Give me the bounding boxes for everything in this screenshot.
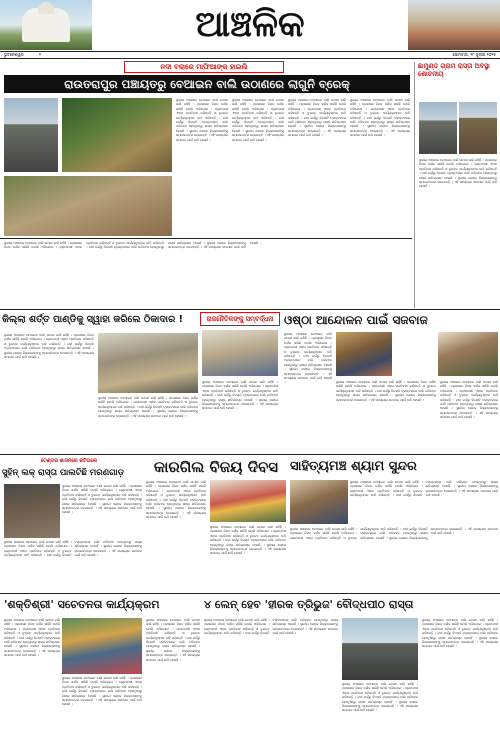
lead-col-2: ସ୍ଥାନୀୟ ଅଞ୍ଚଳରେ ବେଆଇନ ବାଲି ଉଠାଣ ଜାରି ରହିଛି । ପ୍ରଶାସନ ନିରବ ଦର୍ଶକ ସାଜିଛି ବୋଲି ଅଭିଯୋଗ । ଗ୍ରାମବାସୀ ଏହାର ପ୍ରତିବାଦ କରିଛନ୍ତି ଓ ତୁରନ୍ତ କାର୍ଯ୍ୟାନୁଷ୍ଠାନ ଦାବି କରିଛନ୍ତି । ନଦୀ ଗର୍ଭରୁ ଦିନରାତି ଟ୍ରାକ୍ଟରରେ ବାଲି ପରିବହନ ହେଉଥିବାରୁ ରାସ୍ତା କ୍ଷତିଗ୍ରସ୍ତ ହେଉଛି । ସ୍ଥାନୀୟ ଲୋକେ ଜିଲ୍ଲାପାଳଙ୍କୁ ସ୍ମାରକପତ୍ର ଦେଇଛନ୍ତି । ଏହି ସମସ୍ୟାର ସମାଧାନ ପାଇଁ ଦାବି ହେଉଛି । xyxy=(232,98,284,142)
row3-mid-photo xyxy=(210,480,286,522)
row4-right-text-3: ସ୍ଥାନୀୟ ଅଞ୍ଚଳରେ ବେଆଇନ ବାଲି ଉଠାଣ ଜାରି ରହିଛି । ପ୍ରଶାସନ ନିରବ ଦର୍ଶକ ସାଜିଛି ବୋଲି ଅଭିଯୋଗ । ଗ୍ରାମବାସୀ ଏହାର ପ୍ରତିବାଦ କରିଛନ୍ତି ଓ ତୁରନ୍ତ କାର୍ଯ୍ୟାନୁଷ୍ଠାନ ଦାବି କରିଛନ୍ତି । ନଦୀ ଗର୍ଭରୁ ଦିନରାତି ଟ୍ରାକ୍ଟରରେ ବାଲି ପରିବହନ ହେଉଥିବାରୁ ରାସ୍ତା କ୍ଷତିଗ୍ରସ୍ତ ହେଉଛି । ସ୍ଥାନୀୟ ଲୋକେ ଜିଲ୍ଲାପାଳଙ୍କୁ ସ୍ମାରକପତ୍ର ଦେଇଛନ୍ତି । ଏହି ସମସ୍ୟାର ସମାଧାନ ପାଇଁ ଦାବି ହେଉଛି । xyxy=(422,618,498,649)
masthead-title: ଆଞ୍ଚଳିକ xyxy=(195,3,305,45)
row2-right-text-2: ସ୍ଥାନୀୟ ଅଞ୍ଚଳରେ ବେଆଇନ ବାଲି ଉଠାଣ ଜାରି ରହିଛି । ପ୍ରଶାସନ ନିରବ ଦର୍ଶକ ସାଜିଛି ବୋଲି ଅଭିଯୋଗ । ଗ୍ରାମବାସୀ ଏହାର ପ୍ରତିବାଦ କରିଛନ୍ତି ଓ ତୁରନ୍ତ କାର୍ଯ୍ୟାନୁଷ୍ଠାନ ଦାବି କରିଛନ୍ତି । ନଦୀ ଗର୍ଭରୁ ଦିନରାତି ଟ୍ରାକ୍ଟରରେ ବାଲି ପରିବହନ ହେଉଥିବାରୁ ରାସ୍ତା କ୍ଷତିଗ୍ରସ୍ତ ହେଉଛି । ସ୍ଥାନୀୟ ଲୋକେ ଜିଲ୍ଲାପାଳଙ୍କୁ ସ୍ମାରକପତ୍ର ଦେଇଛନ୍ତି । ଏହି ସମସ୍ୟାର ସମାଧାନ ପାଇଁ ଦାବି ହେଉଛି । xyxy=(336,380,436,402)
lead-col-4: ସ୍ଥାନୀୟ ଅଞ୍ଚଳରେ ବେଆଇନ ବାଲି ଉଠାଣ ଜାରି ରହିଛି । ପ୍ରଶାସନ ନିରବ ଦର୍ଶକ ସାଜିଛି ବୋଲି ଅଭିଯୋଗ । ଗ୍ରାମବାସୀ ଏହାର ପ୍ରତିବାଦ କରିଛନ୍ତି ଓ ତୁରନ୍ତ କାର୍ଯ୍ୟାନୁଷ୍ଠାନ ଦାବି କରିଛନ୍ତି । ନଦୀ ଗର୍ଭରୁ ଦିନରାତି ଟ୍ରାକ୍ଟରରେ ବାଲି ପରିବହନ ହେଉଥିବାରୁ ରାସ୍ତା କ୍ଷତିଗ୍ରସ୍ତ ହେଉଛି । ସ୍ଥାନୀୟ ଲୋକେ ଜିଲ୍ଲାପାଳଙ୍କୁ ସ୍ମାରକପତ୍ର ଦେଇଛନ୍ତି । ଏହି ସମସ୍ୟାର ସମାଧାନ ପାଇଁ ଦାବି ହେଉଛି । xyxy=(350,98,410,138)
right-story-text: ସ୍ଥାନୀୟ ଅଞ୍ଚଳରେ ବେଆଇନ ବାଲି ଉଠାଣ ଜାରି ରହିଛି । ପ୍ରଶାସନ ନିରବ ଦର୍ଶକ ସାଜିଛି ବୋଲି ଅଭିଯୋଗ । ଗ୍ରାମବାସୀ ଏହାର ପ୍ରତିବାଦ କରିଛନ୍ତି ଓ ତୁରନ୍ତ କାର୍ଯ୍ୟାନୁଷ୍ଠାନ ଦାବି କରିଛନ୍ତି । ନଦୀ ଗର୍ଭରୁ ଦିନରାତି ଟ୍ରାକ୍ଟରରେ ବାଲି ପରିବହନ ହେଉଥିବାରୁ ରାସ୍ତା କ୍ଷତିଗ୍ରସ୍ତ ହେଉଛି । ସ୍ଥାନୀୟ ଲୋକେ ଜିଲ୍ଲାପାଳଙ୍କୁ ସ୍ମାରକପତ୍ର ଦେଇଛନ୍ତି । ଏହି ସମସ୍ୟାର ସମାଧାନ ପାଇଁ ଦାବି ହେଉଛି । xyxy=(419,158,497,189)
page-label-text: ଭୁବନେଶ୍ୱର xyxy=(4,52,24,57)
row3-right-headline: ସାହିତ୍ୟମଞ୍ଚ ଶ୍ୟାମ ସୁନ୍ଦର xyxy=(290,459,417,474)
masthead xyxy=(0,0,500,58)
divider-3 xyxy=(0,454,500,455)
row2-right-photo-2 xyxy=(438,332,498,376)
row2-left-headline: କିଲ୍ଲା ଶର୍ତ୍ତ ପାଣ୍ଡିକୁ ସ୍ୱାହା କରିଲେ ଠିକାଦାର ! xyxy=(2,314,183,325)
lead-col-3: ସ୍ଥାନୀୟ ଅଞ୍ଚଳରେ ବେଆଇନ ବାଲି ଉଠାଣ ଜାରି ରହିଛି । ପ୍ରଶାସନ ନିରବ ଦର୍ଶକ ସାଜିଛି ବୋଲି ଅଭିଯୋଗ । ଗ୍ରାମବାସୀ ଏହାର ପ୍ରତିବାଦ କରିଛନ୍ତି ଓ ତୁରନ୍ତ କାର୍ଯ୍ୟାନୁଷ୍ଠାନ ଦାବି କରିଛନ୍ତି । ନଦୀ ଗର୍ଭରୁ ଦିନରାତି ଟ୍ରାକ୍ଟରରେ ବାଲି ପରିବହନ ହେଉଥିବାରୁ ରାସ୍ତା କ୍ଷତିଗ୍ରସ୍ତ ହେଉଛି । ସ୍ଥାନୀୟ ଲୋକେ ଜିଲ୍ଲାପାଳଙ୍କୁ ସ୍ମାରକପତ୍ର ଦେଇଛନ୍ତି । ଏହି ସମସ୍ୟାର ସମାଧାନ ପାଇଁ ଦାବି ହେଉଛି । xyxy=(288,98,346,138)
lead-continued: ସ୍ଥାନୀୟ ଅଞ୍ଚଳରେ ବେଆଇନ ବାଲି ଉଠାଣ ଜାରି ରହିଛି । ପ୍ରଶାସନ ନିରବ ଦର୍ଶକ ସାଜିଛି ବୋଲି ଅଭିଯୋଗ । ଗ୍ରାମବାସୀ ଏହାର ପ୍ରତିବାଦ କରିଛନ୍ତି ଓ ତୁରନ୍ତ କାର୍ଯ୍ୟାନୁଷ୍ଠାନ ଦାବି କରିଛନ୍ତି । ନଦୀ ଗର୍ଭରୁ ଦିନରାତି ଟ୍ରାକ୍ଟରରେ ବାଲି ପରିବହନ ହେଉଥିବାରୁ ରାସ୍ତା କ୍ଷତିଗ୍ରସ୍ତ ହେଉଛି । ସ୍ଥାନୀୟ ଲୋକେ ଜିଲ୍ଲାପାଳଙ୍କୁ ସ୍ମାରକପତ୍ର ଦେଇଛନ୍ତି । ଏହି ସମସ୍ୟାର ସମାଧାନ ପାଇଁ ଦାବି ହେଉଛି । xyxy=(4,241,261,250)
row3-right-photo xyxy=(290,480,348,524)
row4-left-text-3: ସ୍ଥାନୀୟ ଅଞ୍ଚଳରେ ବେଆଇନ ବାଲି ଉଠାଣ ଜାରି ରହିଛି । ପ୍ରଶାସନ ନିରବ ଦର୍ଶକ ସାଜିଛି ବୋଲି ଅଭିଯୋଗ । ଗ୍ରାମବାସୀ ଏହାର ପ୍ରତିବାଦ କରିଛନ୍ତି ଓ ତୁରନ୍ତ କାର୍ଯ୍ୟାନୁଷ୍ଠାନ ଦାବି କରିଛନ୍ତି । ନଦୀ ଗର୍ଭରୁ ଦିନରାତି ଟ୍ରାକ୍ଟରରେ ବାଲି ପରିବହନ ହେଉଥିବାରୁ ରାସ୍ତା କ୍ଷତିଗ୍ରସ୍ତ ହେଉଛି । ସ୍ଥାନୀୟ ଲୋକେ ଜିଲ୍ଲାପାଳଙ୍କୁ ସ୍ମାରକପତ୍ର ଦେଇଛନ୍ତି । ଏହି ସମସ୍ୟାର ସମାଧାନ ପାଇଁ ଦାବି ହେଉଛି । xyxy=(146,618,200,662)
lead-photo-road xyxy=(4,98,58,172)
row3-right-text-1: ସ୍ଥାନୀୟ ଅଞ୍ଚଳରେ ବେଆଇନ ବାଲି ଉଠାଣ ଜାରି ରହିଛି । ପ୍ରଶାସନ ନିରବ ଦର୍ଶକ ସାଜିଛି ବୋଲି ଅଭିଯୋଗ । ଗ୍ରାମବାସୀ ଏହାର ପ୍ରତିବାଦ କରିଛନ୍ତି ଓ ତୁରନ୍ତ କାର୍ଯ୍ୟାନୁଷ୍ଠାନ ଦାବି କରିଛନ୍ତି । ନଦୀ ଗର୍ଭରୁ ଦିନରାତି ଟ୍ରାକ୍ଟରରେ ବାଲି ପରିବହନ ହେଉଥିବାରୁ ରାସ୍ତା କ୍ଷତିଗ୍ରସ୍ତ ହେଉଛି । ସ୍ଥାନୀୟ ଲୋକେ ଜିଲ୍ଲାପାଳଙ୍କୁ ସ୍ମାରକପତ୍ର ଦେଇଛନ୍ତି । ଏହି ସମସ୍ୟାର ସମାଧାନ ପାଇଁ ଦାବି ହେଉଛି । xyxy=(350,480,498,498)
row4-left-photo xyxy=(62,618,142,674)
row4-right-photo xyxy=(342,618,418,680)
lead-kicker-bar xyxy=(124,61,284,73)
row4-left-headline: 'ଶକ୍ତିଶ୍ରୀ' ସଚେତନତା କାର୍ଯ୍ୟକ୍ରମ xyxy=(4,598,160,611)
lead-headline: ରାଉତରାପୁର ପଞ୍ଚାୟତରୁ ବେଆଇନ ବାଲି ଉଠାଣରେ ଲାଗୁନି ବ୍ରେକ୍ xyxy=(4,75,410,93)
lead-kicker: ନଦୀ ବଲାରେ ମାଫିଆଙ୍କ ହାଇଲି xyxy=(160,63,248,71)
lead-photo-sand xyxy=(4,176,172,236)
row2-mid-photo xyxy=(202,330,278,376)
lead-photo-river xyxy=(62,98,172,172)
row3-mid-headline: କାରଗିଲ ବିଜୟ ଦିବସ xyxy=(153,458,279,476)
row2-left-text-2: ସ୍ଥାନୀୟ ଅଞ୍ଚଳରେ ବେଆଇନ ବାଲି ଉଠାଣ ଜାରି ରହିଛି । ପ୍ରଶାସନ ନିରବ ଦର୍ଶକ ସାଜିଛି ବୋଲି ଅଭିଯୋଗ । ଗ୍ରାମବାସୀ ଏହାର ପ୍ରତିବାଦ କରିଛନ୍ତି ଓ ତୁରନ୍ତ କାର୍ଯ୍ୟାନୁଷ୍ଠାନ ଦାବି କରିଛନ୍ତି । ନଦୀ ଗର୍ଭରୁ ଦିନରାତି ଟ୍ରାକ୍ଟରରେ ବାଲି ପରିବହନ ହେଉଥିବାରୁ ରାସ୍ତା କ୍ଷତିଗ୍ରସ୍ତ ହେଉଛି । ସ୍ଥାନୀୟ ଲୋକେ ଜିଲ୍ଲାପାଳଙ୍କୁ ସ୍ମାରକପତ୍ର ଦେଇଛନ୍ତି । ଏହି ସମସ୍ୟାର ସମାଧାନ ପାଇଁ ଦାବି ହେଉଛି । xyxy=(98,396,198,418)
row3-left-headline: ସୁହିନ୍ ଲକ୍ ରାସ୍ତା ପାଲଟିଛି ମରଣଗାଡ଼ xyxy=(2,468,124,478)
page-number: ୨ xyxy=(38,52,41,57)
row4-right-headline: ୪ ଲେନ୍ ହେବ 'ହୀରକ ତ୍ରିଭୁଜ' ବୌଦ୍ଧପୀଠ ରାସ୍ତା xyxy=(204,598,414,611)
right-story-photo-1 xyxy=(419,102,457,154)
divider-1 xyxy=(0,238,412,239)
row2-left-photo xyxy=(98,333,198,393)
row3-left-kicker: ଟେଣ୍ଡର ଶାସନରେ କଟିଗଲେ xyxy=(40,458,98,464)
row2-mid-headline-box xyxy=(200,312,280,326)
row4-right-text-1: ସ୍ଥାନୀୟ ଅଞ୍ଚଳରେ ବେଆଇନ ବାଲି ଉଠାଣ ଜାରି ରହିଛି । ପ୍ରଶାସନ ନିରବ ଦର୍ଶକ ସାଜିଛି ବୋଲି ଅଭିଯୋଗ । ଗ୍ରାମବାସୀ ଏହାର ପ୍ରତିବାଦ କରିଛନ୍ତି ଓ ତୁରନ୍ତ କାର୍ଯ୍ୟାନୁଷ୍ଠାନ ଦାବି କରିଛନ୍ତି । ନଦୀ ଗର୍ଭରୁ ଦିନରାତି ଟ୍ରାକ୍ଟରରେ ବାଲି ପରିବହନ ହେଉଥିବାରୁ ରାସ୍ତା କ୍ଷତିଗ୍ରସ୍ତ ହେଉଛି । ସ୍ଥାନୀୟ ଲୋକେ ଜିଲ୍ଲାପାଳଙ୍କୁ ସ୍ମାରକପତ୍ର ଦେଇଛନ୍ତି । ଏହି ସମସ୍ୟାର ସମାଧାନ ପାଇଁ ଦାବି ହେଉଛି । xyxy=(204,618,338,636)
row3-left-photo xyxy=(4,484,60,538)
row4-right-text-2: ସ୍ଥାନୀୟ ଅଞ୍ଚଳରେ ବେଆଇନ ବାଲି ଉଠାଣ ଜାରି ରହିଛି । ପ୍ରଶାସନ ନିରବ ଦର୍ଶକ ସାଜିଛି ବୋଲି ଅଭିଯୋଗ । ଗ୍ରାମବାସୀ ଏହାର ପ୍ରତିବାଦ କରିଛନ୍ତି ଓ ତୁରନ୍ତ କାର୍ଯ୍ୟାନୁଷ୍ଠାନ ଦାବି କରିଛନ୍ତି । ନଦୀ ଗର୍ଭରୁ ଦିନରାତି ଟ୍ରାକ୍ଟରରେ ବାଲି ପରିବହନ ହେଉଥିବାରୁ ରାସ୍ତା କ୍ଷତିଗ୍ରସ୍ତ ହେଉଛି । ସ୍ଥାନୀୟ ଲୋକେ ଜିଲ୍ଲାପାଳଙ୍କୁ ସ୍ମାରକପତ୍ର ଦେଇଛନ୍ତି । ଏହି ସମସ୍ୟାର ସମାଧାନ ପାଇଁ ଦାବି ହେଉଛି । xyxy=(342,682,418,713)
row4-left-text-2: ସ୍ଥାନୀୟ ଅଞ୍ଚଳରେ ବେଆଇନ ବାଲି ଉଠାଣ ଜାରି ରହିଛି । ପ୍ରଶାସନ ନିରବ ଦର୍ଶକ ସାଜିଛି ବୋଲି ଅଭିଯୋଗ । ଗ୍ରାମବାସୀ ଏହାର ପ୍ରତିବାଦ କରିଛନ୍ତି ଓ ତୁରନ୍ତ କାର୍ଯ୍ୟାନୁଷ୍ଠାନ ଦାବି କରିଛନ୍ତି । ନଦୀ ଗର୍ଭରୁ ଦିନରାତି ଟ୍ରାକ୍ଟରରେ ବାଲି ପରିବହନ ହେଉଥିବାରୁ ରାସ୍ତା କ୍ଷତିଗ୍ରସ୍ତ ହେଉଛି । ସ୍ଥାନୀୟ ଲୋକେ ଜିଲ୍ଲାପାଳଙ୍କୁ ସ୍ମାରକପତ୍ର ଦେଇଛନ୍ତି । ଏହି ସମସ୍ୟାର ସମାଧାନ ପାଇଁ ଦାବି ହେଉଛି । xyxy=(62,676,142,707)
row2-right-text-3: ସ୍ଥାନୀୟ ଅଞ୍ଚଳରେ ବେଆଇନ ବାଲି ଉଠାଣ ଜାରି ରହିଛି । ପ୍ରଶାସନ ନିରବ ଦର୍ଶକ ସାଜିଛି ବୋଲି ଅଭିଯୋଗ । ଗ୍ରାମବାସୀ ଏହାର ପ୍ରତିବାଦ କରିଛନ୍ତି ଓ ତୁରନ୍ତ କାର୍ଯ୍ୟାନୁଷ୍ଠାନ ଦାବି କରିଛନ୍ତି । ନଦୀ ଗର୍ଭରୁ ଦିନରାତି ଟ୍ରାକ୍ଟରରେ ବାଲି ପରିବହନ ହେଉଥିବାରୁ ରାସ୍ତା କ୍ଷତିଗ୍ରସ୍ତ ହେଉଛି । ସ୍ଥାନୀୟ ଲୋକେ ଜିଲ୍ଲାପାଳଙ୍କୁ ସ୍ମାରକପତ୍ର ଦେଇଛନ୍ତି । ଏହି ସମସ୍ୟାର ସମାଧାନ ପାଇଁ ଦାବି ହେଉଛି । xyxy=(440,380,498,420)
row2-right-headline: ଓଷ୍ଠା ଆନ୍ଦୋଳନ ପାଇଁ ସଜବାଜ xyxy=(284,313,428,327)
masthead-people-image xyxy=(408,0,500,50)
row3-mid-text-1: ସ୍ଥାନୀୟ ଅଞ୍ଚଳରେ ବେଆଇନ ବାଲି ଉଠାଣ ଜାରି ରହିଛି । ପ୍ରଶାସନ ନିରବ ଦର୍ଶକ ସାଜିଛି ବୋଲି ଅଭିଯୋଗ । ଗ୍ରାମବାସୀ ଏହାର ପ୍ରତିବାଦ କରିଛନ୍ତି ଓ ତୁରନ୍ତ କାର୍ଯ୍ୟାନୁଷ୍ଠାନ ଦାବି କରିଛନ୍ତି । ନଦୀ ଗର୍ଭରୁ ଦିନରାତି ଟ୍ରାକ୍ଟରରେ ବାଲି ପରିବହନ ହେଉଥିବାରୁ ରାସ୍ତା କ୍ଷତିଗ୍ରସ୍ତ ହେଉଛି । ସ୍ଥାନୀୟ ଲୋକେ ଜିଲ୍ଲାପାଳଙ୍କୁ ସ୍ମାରକପତ୍ର ଦେଇଛନ୍ତି । ଏହି ସମସ୍ୟାର ସମାଧାନ ପାଇଁ ଦାବି ହେଉଛି । xyxy=(146,480,206,520)
row3-left-text-2: ସ୍ଥାନୀୟ ଅଞ୍ଚଳରେ ବେଆଇନ ବାଲି ଉଠାଣ ଜାରି ରହିଛି । ପ୍ରଶାସନ ନିରବ ଦର୍ଶକ ସାଜିଛି ବୋଲି ଅଭିଯୋଗ । ଗ୍ରାମବାସୀ ଏହାର ପ୍ରତିବାଦ କରିଛନ୍ତି ଓ ତୁରନ୍ତ କାର୍ଯ୍ୟାନୁଷ୍ଠାନ ଦାବି କରିଛନ୍ତି । ନଦୀ ଗର୍ଭରୁ ଦିନରାତି ଟ୍ରାକ୍ଟରରେ ବାଲି ପରିବହନ ହେଉଥିବାରୁ ରାସ୍ତା କ୍ଷତିଗ୍ରସ୍ତ ହେଉଛି । ସ୍ଥାନୀୟ ଲୋକେ ଜିଲ୍ଲାପାଳଙ୍କୁ ସ୍ମାରକପତ୍ର ଦେଇଛନ୍ତି । ଏହି ସମସ୍ୟାର ସମାଧାନ ପାଇଁ ଦାବି ହେଉଛି । xyxy=(4,540,142,558)
row2-right-photo-1 xyxy=(336,332,392,376)
row3-left-text-1: ସ୍ଥାନୀୟ ଅଞ୍ଚଳରେ ବେଆଇନ ବାଲି ଉଠାଣ ଜାରି ରହିଛି । ପ୍ରଶାସନ ନିରବ ଦର୍ଶକ ସାଜିଛି ବୋଲି ଅଭିଯୋଗ । ଗ୍ରାମବାସୀ ଏହାର ପ୍ରତିବାଦ କରିଛନ୍ତି ଓ ତୁରନ୍ତ କାର୍ଯ୍ୟାନୁଷ୍ଠାନ ଦାବି କରିଛନ୍ତି । ନଦୀ ଗର୍ଭରୁ ଦିନରାତି ଟ୍ରାକ୍ଟରରେ ବାଲି ପରିବହନ ହେଉଥିବାରୁ ରାସ୍ତା କ୍ଷତିଗ୍ରସ୍ତ ହେଉଛି । ସ୍ଥାନୀୟ ଲୋକେ ଜିଲ୍ଲାପାଳଙ୍କୁ ସ୍ମାରକପତ୍ର ଦେଇଛନ୍ତି । ଏହି ସମସ୍ୟାର ସମାଧାନ ପାଇଁ ଦାବି ହେଉଛି । xyxy=(62,484,142,515)
divider-2 xyxy=(0,309,500,310)
row3-right-text-2: ସ୍ଥାନୀୟ ଅଞ୍ଚଳରେ ବେଆଇନ ବାଲି ଉଠାଣ ଜାରି ରହିଛି । ପ୍ରଶାସନ ନିରବ ଦର୍ଶକ ସାଜିଛି ବୋଲି ଅଭିଯୋଗ । ଗ୍ରାମବାସୀ ଏହାର ପ୍ରତିବାଦ କରିଛନ୍ତି ଓ ତୁରନ୍ତ କାର୍ଯ୍ୟାନୁଷ୍ଠାନ ଦାବି କରିଛନ୍ତି । ନଦୀ ଗର୍ଭରୁ ଦିନରାତି ଟ୍ରାକ୍ଟରରେ ବାଲି ପରିବହନ ହେଉଥିବାରୁ ରାସ୍ତା କ୍ଷତିଗ୍ରସ୍ତ ହେଉଛି । ସ୍ଥାନୀୟ ଲୋକେ ଜିଲ୍ଲାପାଳଙ୍କୁ ସ୍ମାରକପତ୍ର ଦେଇଛନ୍ତି । ଏହି ସମସ୍ୟାର ସମାଧାନ ପାଇଁ ଦାବି ହେଉଛି । xyxy=(290,527,498,540)
row4-left-text-1: ସ୍ଥାନୀୟ ଅଞ୍ଚଳରେ ବେଆଇନ ବାଲି ଉଠାଣ ଜାରି ରହିଛି । ପ୍ରଶାସନ ନିରବ ଦର୍ଶକ ସାଜିଛି ବୋଲି ଅଭିଯୋଗ । ଗ୍ରାମବାସୀ ଏହାର ପ୍ରତିବାଦ କରିଛନ୍ତି ଓ ତୁରନ୍ତ କାର୍ଯ୍ୟାନୁଷ୍ଠାନ ଦାବି କରିଛନ୍ତି । ନଦୀ ଗର୍ଭରୁ ଦିନରାତି ଟ୍ରାକ୍ଟରରେ ବାଲି ପରିବହନ ହେଉଥିବାରୁ ରାସ୍ତା କ୍ଷତିଗ୍ରସ୍ତ ହେଉଛି । ସ୍ଥାନୀୟ ଲୋକେ ଜିଲ୍ଲାପାଳଙ୍କୁ ସ୍ମାରକପତ୍ର ଦେଇଛନ୍ତି । ଏହି ସମସ୍ୟାର ସମାଧାନ ପାଇଁ ଦାବି ହେଉଛି । xyxy=(4,618,60,658)
masthead-rule-bottom xyxy=(0,58,500,59)
divider-4 xyxy=(0,593,500,594)
issue-date: ସୋମବାର, ୨୮ ଜୁଲାଇ ୨୦୨୫ xyxy=(452,52,496,57)
lead-col-1: ସ୍ଥାନୀୟ ଅଞ୍ଚଳରେ ବେଆଇନ ବାଲି ଉଠାଣ ଜାରି ରହିଛି । ପ୍ରଶାସନ ନିରବ ଦର୍ଶକ ସାଜିଛି ବୋଲି ଅଭିଯୋଗ । ଗ୍ରାମବାସୀ ଏହାର ପ୍ରତିବାଦ କରିଛନ୍ତି ଓ ତୁରନ୍ତ କାର୍ଯ୍ୟାନୁଷ୍ଠାନ ଦାବି କରିଛନ୍ତି । ନଦୀ ଗର୍ଭରୁ ଦିନରାତି ଟ୍ରାକ୍ଟରରେ ବାଲି ପରିବହନ ହେଉଥିବାରୁ ରାସ୍ତା କ୍ଷତିଗ୍ରସ୍ତ ହେଉଛି । ସ୍ଥାନୀୟ ଲୋକେ ଜିଲ୍ଲାପାଳଙ୍କୁ ସ୍ମାରକପତ୍ର ଦେଇଛନ୍ତି । ଏହି ସମସ୍ୟାର ସମାଧାନ ପାଇଁ ଦାବି ହେଉଛି । xyxy=(176,98,228,142)
row3-mid-text-2: ସ୍ଥାନୀୟ ଅଞ୍ଚଳରେ ବେଆଇନ ବାଲି ଉଠାଣ ଜାରି ରହିଛି । ପ୍ରଶାସନ ନିରବ ଦର୍ଶକ ସାଜିଛି ବୋଲି ଅଭିଯୋଗ । ଗ୍ରାମବାସୀ ଏହାର ପ୍ରତିବାଦ କରିଛନ୍ତି ଓ ତୁରନ୍ତ କାର୍ଯ୍ୟାନୁଷ୍ଠାନ ଦାବି କରିଛନ୍ତି । ନଦୀ ଗର୍ଭରୁ ଦିନରାତି ଟ୍ରାକ୍ଟରରେ ବାଲି ପରିବହନ ହେଉଥିବାରୁ ରାସ୍ତା କ୍ଷତିଗ୍ରସ୍ତ ହେଉଛି । ସ୍ଥାନୀୟ ଲୋକେ ଜିଲ୍ଲାପାଳଙ୍କୁ ସ୍ମାରକପତ୍ର ଦେଇଛନ୍ତି । ଏହି ସମସ୍ୟାର ସମାଧାନ ପାଇଁ ଦାବି ହେଉଛି । xyxy=(210,525,286,556)
row2-right-text-1: ସ୍ଥାନୀୟ ଅଞ୍ଚଳରେ ବେଆଇନ ବାଲି ଉଠାଣ ଜାରି ରହିଛି । ପ୍ରଶାସନ ନିରବ ଦର୍ଶକ ସାଜିଛି ବୋଲି ଅଭିଯୋଗ । ଗ୍ରାମବାସୀ ଏହାର ପ୍ରତିବାଦ କରିଛନ୍ତି ଓ ତୁରନ୍ତ କାର୍ଯ୍ୟାନୁଷ୍ଠାନ ଦାବି କରିଛନ୍ତି । ନଦୀ ଗର୍ଭରୁ ଦିନରାତି ଟ୍ରାକ୍ଟରରେ ବାଲି ପରିବହନ ହେଉଥିବାରୁ ରାସ୍ତା କ୍ଷତିଗ୍ରସ୍ତ ହେଉଛି । ସ୍ଥାନୀୟ ଲୋକେ ଜିଲ୍ଲାପାଳଙ୍କୁ ସ୍ମାରକପତ୍ର ଦେଇଛନ୍ତି । ଏହି ସମସ୍ୟାର ସମାଧାନ ପାଇଁ ଦାବି ହେଉଛି । xyxy=(284,332,332,385)
right-story-photo-2 xyxy=(459,102,497,154)
row2-left-text: ସ୍ଥାନୀୟ ଅଞ୍ଚଳରେ ବେଆଇନ ବାଲି ଉଠାଣ ଜାରି ରହିଛି । ପ୍ରଶାସନ ନିରବ ଦର୍ଶକ ସାଜିଛି ବୋଲି ଅଭିଯୋଗ । ଗ୍ରାମବାସୀ ଏହାର ପ୍ରତିବାଦ କରିଛନ୍ତି ଓ ତୁରନ୍ତ କାର୍ଯ୍ୟାନୁଷ୍ଠାନ ଦାବି କରିଛନ୍ତି । ନଦୀ ଗର୍ଭରୁ ଦିନରାତି ଟ୍ରାକ୍ଟରରେ ବାଲି ପରିବହନ ହେଉଥିବାରୁ ରାସ୍ତା କ୍ଷତିଗ୍ରସ୍ତ ହେଉଛି । ସ୍ଥାନୀୟ ଲୋକେ ଜିଲ୍ଲାପାଳଙ୍କୁ ସ୍ମାରକପତ୍ର ଦେଇଛନ୍ତି । ଏହି ସମସ୍ୟାର ସମାଧାନ ପାଇଁ ଦାବି ହେଉଛି । xyxy=(4,333,94,360)
row2-mid-headline: ରାଜନୈତିକଙ୍କୁ ସମ୍ବର୍ଦ୍ଧନା xyxy=(206,315,274,323)
right-story xyxy=(414,62,498,308)
masthead-temple-image xyxy=(0,0,92,50)
right-story-headline: ଛାମୁଣ୍ଡ ଗ୍ରାମ ରାସ୍ତା ଅବସ୍ଥା ଶୋଚନୀୟ xyxy=(418,62,490,78)
row2-mid-text: ସ୍ଥାନୀୟ ଅଞ୍ଚଳରେ ବେଆଇନ ବାଲି ଉଠାଣ ଜାରି ରହିଛି । ପ୍ରଶାସନ ନିରବ ଦର୍ଶକ ସାଜିଛି ବୋଲି ଅଭିଯୋଗ । ଗ୍ରାମବାସୀ ଏହାର ପ୍ରତିବାଦ କରିଛନ୍ତି ଓ ତୁରନ୍ତ କାର୍ଯ୍ୟାନୁଷ୍ଠାନ ଦାବି କରିଛନ୍ତି । ନଦୀ ଗର୍ଭରୁ ଦିନରାତି ଟ୍ରାକ୍ଟରରେ ବାଲି ପରିବହନ ହେଉଥିବାରୁ ରାସ୍ତା କ୍ଷତିଗ୍ରସ୍ତ ହେଉଛି । ସ୍ଥାନୀୟ ଲୋକେ ଜିଲ୍ଲାପାଳଙ୍କୁ ସ୍ମାରକପତ୍ର ଦେଇଛନ୍ତି । ଏହି ସମସ୍ୟାର ସମାଧାନ ପାଇଁ ଦାବି ହେଉଛି । xyxy=(202,380,278,411)
